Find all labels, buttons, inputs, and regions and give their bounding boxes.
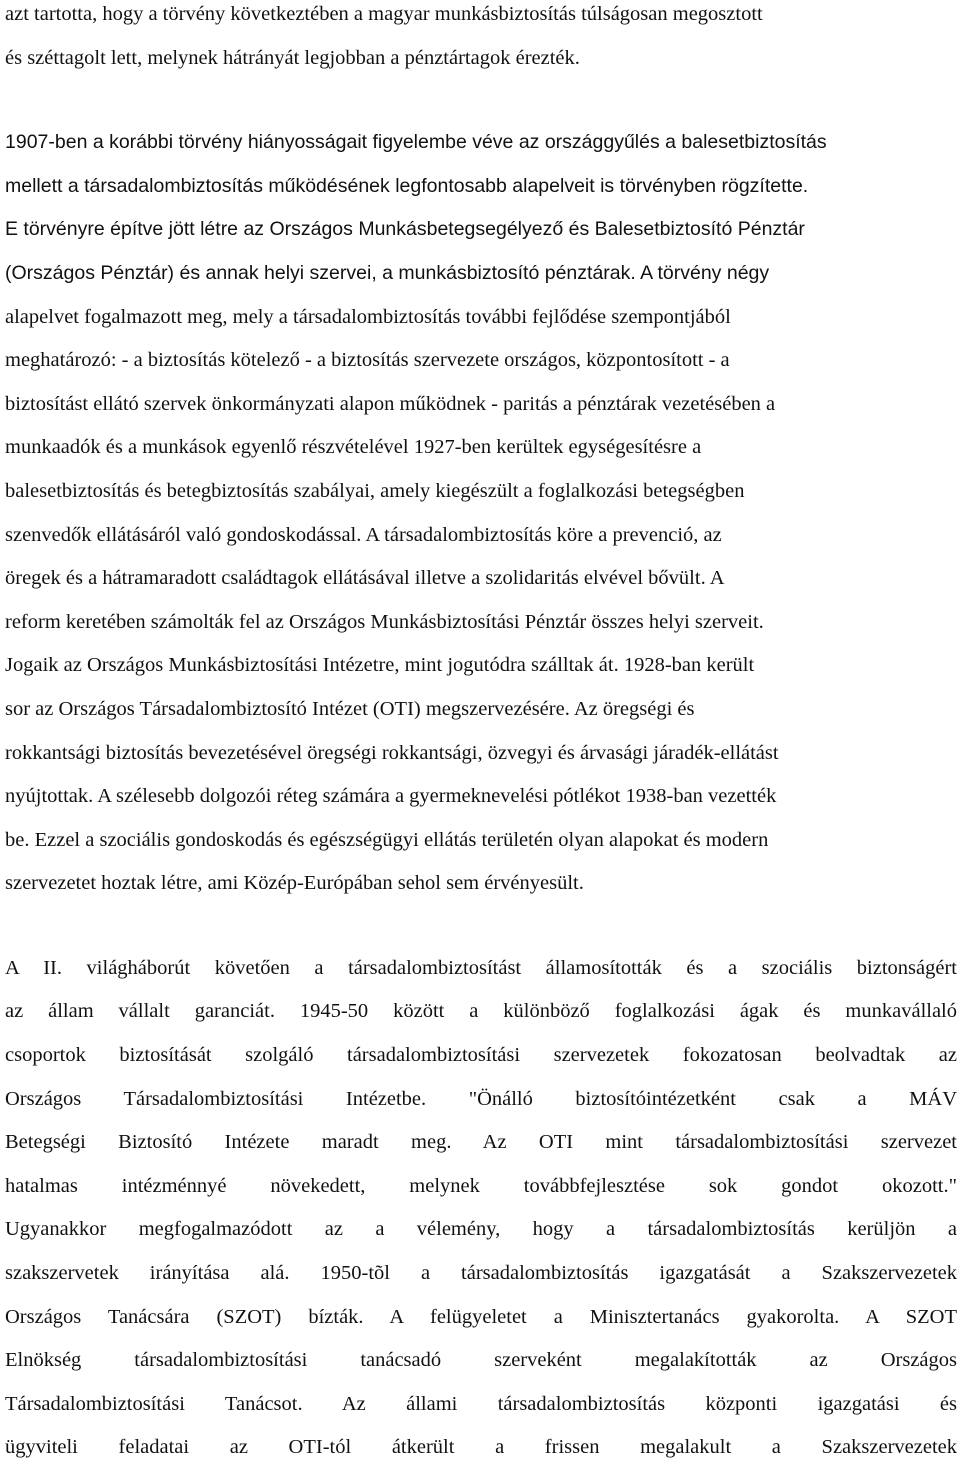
text-line: ügyviteli feladatai az OTI-tól átkerült a frissen megalakult a Szakszervezetek (5, 1436, 957, 1459)
text-line: Betegségi Biztosító Intézete maradt meg. Az OTI mint társadalombiztosítási szervezet (5, 1131, 957, 1154)
text-line: meghatározó: - a biztosítás kötelező - a biztosítás szervezete országos, központosított - a (5, 349, 730, 372)
text-line: szervezetet hoztak létre, ami Közép-Európában sehol sem érvényesült. (5, 872, 584, 895)
document-page (5, 0, 957, 1470)
text-line: az állam vállalt garanciát. 1945-50 között a különböző foglalkozási ágak és munkavállaló (5, 1000, 957, 1023)
text-line: E törvényre építve jött létre az Országos Munkásbetegsegélyező és Balesetbiztosító Pénztár (5, 218, 805, 241)
text-line: hatalmas intézménnyé növekedett, melynek továbbfejlesztése sok gondot okozott." (5, 1174, 957, 1197)
text-line: (Országos Pénztár) és annak helyi szervei, a munkásbiztosító pénztárak. A törvény négy (5, 261, 770, 284)
text-line: nyújtottak. A szélesebb dolgozói réteg számára a gyermeknevelési pótlékot 1938-ban vezették (5, 785, 777, 808)
text-line: rokkantsági biztosítás bevezetésével öregségi rokkantsági, özvegyi és árvasági járadék-ellátást (5, 741, 779, 764)
text-line: be. Ezzel a szociális gondoskodás és egészségügyi ellátás területén olyan alapokat és modern (5, 828, 769, 851)
text-line: azt tartotta, hogy a törvény következtében a magyar munkásbiztosítás túlságosan megosztott (5, 3, 763, 25)
text-line: Társadalombiztosítási Tanácsot. Az állami társadalombiztosítás központi igazgatási és (5, 1392, 957, 1415)
text-line: 1907-ben a korábbi törvény hiányosságait figyelembe véve az országgyűlés a balesetbiztosítás (5, 131, 827, 154)
text-line: és széttagolt lett, melynek hátrányát legjobban a pénztártagok érezték. (5, 46, 580, 69)
paragraph-law-1907 (5, 121, 957, 906)
text-line: szakszervetek irányítása alá. 1950-tõl a társadalombiztosítás igazgatását a Szakszervezetek (5, 1262, 957, 1285)
text-line: biztosítást ellátó szervek önkormányzati alapon működnek - paritás a pénztárak vezetésében a (5, 392, 776, 415)
text-line: munkaadók és a munkások egyenlő részvételével 1927-ben kerültek egységesítésre a (5, 436, 702, 459)
text-line: csoportok biztosítását szolgáló társadalombiztosítási szervezetek fokozatosan beolvadtak az (5, 1044, 957, 1067)
text-line: Ugyanakkor megfogalmazódott az a vélemény, hogy a társadalombiztosítás kerüljön a (5, 1218, 957, 1241)
text-line: Országos Társadalombiztosítási Intézetbe. "Önálló biztosítóintézetként csak a MÁV (5, 1087, 957, 1110)
text-line: reform keretében számolták fel az Országos Munkásbiztosítási Pénztár összes helyi szerveit. (5, 610, 764, 633)
paragraph-post-ww2 (5, 947, 957, 1470)
text-line: Elnökség társadalombiztosítási tanácsadó szerveként megalakították az Országos (5, 1349, 957, 1372)
paragraph-intro-continuation (5, 0, 957, 80)
text-line: alapelvet fogalmazott meg, mely a társadalombiztosítás további fejlődése szempontjából (5, 305, 731, 328)
text-line: sor az Országos Társadalombiztosító Intézet (OTI) megszervezésére. Az öregségi és (5, 697, 695, 720)
text-line: A II. világháborút követően a társadalombiztosítást államosították és a szociális biztonságért (5, 956, 957, 979)
text-line: Országos Tanácsára (SZOT) bízták. A felügyeletet a Minisztertanács gyakorolta. A SZOT (5, 1305, 957, 1328)
text-line: mellett a társadalombiztosítás működésének legfontosabb alapelveit is törvényben rögzítette. (5, 174, 809, 197)
text-line: szenvedők ellátásáról való gondoskodással. A társadalombiztosítás köre a prevenció, az (5, 523, 722, 546)
text-line: balesetbiztosítás és betegbiztosítás szabályai, amely kiegészült a foglalkozási betegségben (5, 479, 745, 502)
text-line: öregek és a hátramaradott családtagok ellátásával illetve a szolidaritás elvével bővült. A (5, 567, 725, 590)
text-line: Jogaik az Országos Munkásbiztosítási Intézetre, mint jogutódra szálltak át. 1928-ban került (5, 654, 755, 677)
